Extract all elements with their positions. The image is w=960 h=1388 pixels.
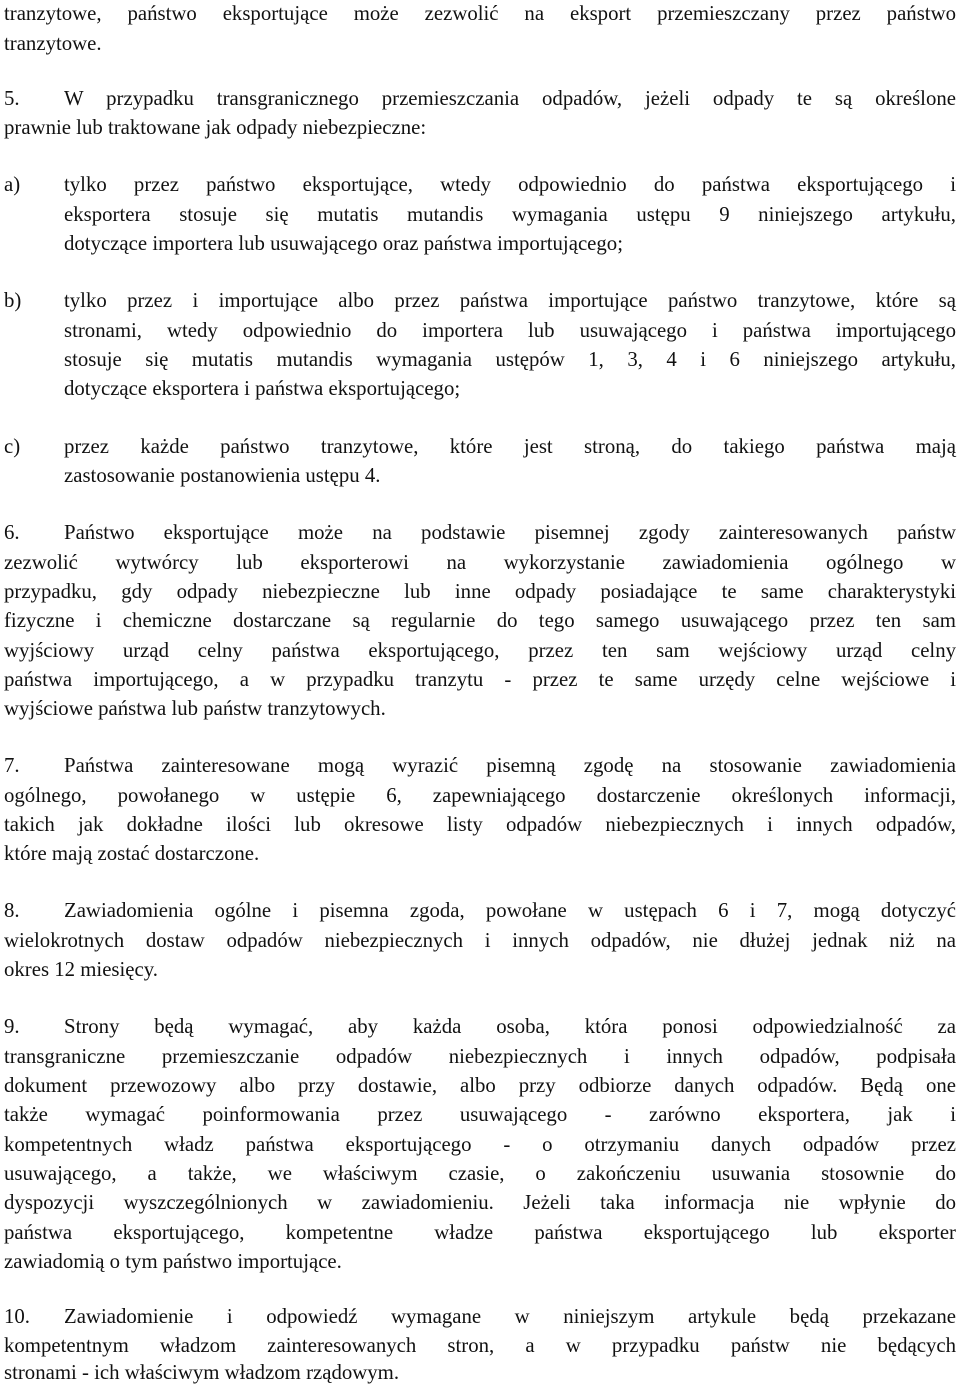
paragraph-9-line-1: Strony będą wymagać, aby każda osoba, która ponosi odpowiedzialność za	[64, 1015, 956, 1038]
paragraph-10-line-2: kompetentnym władzom zainteresowanych stron, a w przypadku państw nie będących	[4, 1334, 956, 1357]
paragraph-7-line-1: Państwa zainteresowane mogą wyrazić pisemną zgodę na stosowanie zawiadomienia	[64, 754, 956, 777]
paragraph-9-line-8: państwa eksportującego, kompetentne władze państwa eksportującego lub eksporter	[4, 1221, 956, 1244]
item-a-line-2: eksportera stosuje się mutatis mutandis wymagania ustępu 9 niniejszego artykułu,	[64, 203, 956, 226]
item-b-line-3: stosuje się mutatis mutandis wymagania ustępów 1, 3, 4 i 6 niniejszego artykułu,	[64, 348, 956, 371]
paragraph-9-line-4: także wymagać poinformowania przez usuwającego - zarówno eksportera, jak i	[4, 1103, 956, 1126]
intro-line-1: tranzytowe, państwo eksportujące może zezwolić na eksport przemieszczany przez państwo	[4, 2, 956, 25]
paragraph-9-line-2: transgraniczne przemieszczanie odpadów niebezpiecznych i innych odpadów, podpisała	[4, 1045, 956, 1068]
paragraph-7-line-4: które mają zostać dostarczone.	[4, 842, 260, 865]
item-c-line-2: zastosowanie postanowienia ustępu 4.	[64, 464, 381, 487]
paragraph-6-number: 6.	[4, 521, 20, 544]
paragraph-9-line-7: dyspozycji wyszczególnionych w zawiadomieniu. Jeżeli taka informacja nie wpłynie do	[4, 1191, 956, 1214]
paragraph-5-number: 5.	[4, 87, 20, 110]
paragraph-7-line-3: takich jak dokładne ilości lub okresowe listy odpadów niebezpiecznych i innych odpadów,	[4, 813, 956, 836]
paragraph-8-line-3: okres 12 miesięcy.	[4, 958, 159, 981]
paragraph-10-line-1: Zawiadomienie i odpowiedź wymagane w niniejszym artykule będą przekazane	[64, 1305, 956, 1328]
item-c-line-1: przez każde państwo tranzytowe, które jest stroną, do takiego państwa mają	[64, 435, 956, 458]
paragraph-8-line-2: wielokrotnych dostaw odpadów niebezpiecznych i innych odpadów, nie dłużej jednak niż na	[4, 929, 956, 952]
item-c-label: c)	[4, 435, 21, 458]
paragraph-8-number: 8.	[4, 899, 20, 922]
paragraph-7-number: 7.	[4, 754, 20, 777]
paragraph-5-line-1: W przypadku transgranicznego przemieszczania odpadów, jeżeli odpady te są określone	[64, 87, 956, 110]
paragraph-6-line-2: zezwolić wytwórcy lub eksporterowi na wykorzystanie zawiadomienia ogólnego w	[4, 551, 956, 574]
paragraph-5-line-2: prawnie lub traktowane jak odpady niebezpieczne:	[4, 116, 427, 139]
paragraph-10-line-3: stronami - ich właściwym władzom rządowym.	[4, 1361, 400, 1384]
paragraph-9-number: 9.	[4, 1015, 20, 1038]
paragraph-6-line-7: wyjściowe państwa lub państw tranzytowych.	[4, 697, 386, 720]
item-a-line-3: dotyczące importera lub usuwającego oraz państwa importującego;	[64, 232, 623, 255]
item-b-line-2: stronami, wtedy odpowiednio do importera lub usuwającego i państwa importującego	[64, 319, 956, 342]
paragraph-9-line-9: zawiadomią o tym państwo importujące.	[4, 1250, 342, 1273]
paragraph-9-line-5: kompetentnych władz państwa eksportującego - o otrzymaniu danych odpadów przez	[4, 1133, 956, 1156]
paragraph-6-line-5: wyjściowy urząd celny państwa eksportującego, przez ten sam wejściowy urząd celny	[4, 639, 956, 662]
intro-line-2: tranzytowe.	[4, 32, 102, 55]
paragraph-7-line-2: ogólnego, powołanego w ustępie 6, zapewniającego dostarczenie określonych informacji,	[4, 784, 956, 807]
paragraph-6-line-1: Państwo eksportujące może na podstawie pisemnej zgody zainteresowanych państw	[64, 521, 956, 544]
item-a-label: a)	[4, 173, 21, 196]
paragraph-10-number: 10.	[4, 1305, 30, 1328]
item-b-line-1: tylko przez i importujące albo przez państwa importujące państwo tranzytowe, które są	[64, 289, 956, 312]
item-a-line-1: tylko przez państwo eksportujące, wtedy odpowiednio do państwa eksportującego i	[64, 173, 956, 196]
item-b-line-4: dotyczące eksportera i państwa eksportującego;	[64, 377, 461, 400]
paragraph-9-line-6: usuwającego, a także, we właściwym czasie, o zakończeniu usuwania stosownie do	[4, 1162, 956, 1185]
paragraph-6-line-4: fizyczne i chemiczne dostarczane są regularnie do tego samego usuwającego przez ten sam	[4, 609, 956, 632]
paragraph-8-line-1: Zawiadomienia ogólne i pisemna zgoda, powołane w ustępach 6 i 7, mogą dotyczyć	[64, 899, 956, 922]
item-b-label: b)	[4, 289, 22, 312]
paragraph-6-line-3: przypadku, gdy odpady niebezpieczne lub inne odpady posiadające te same charakterystyki	[4, 580, 956, 603]
paragraph-6-line-6: państwa importującego, a w przypadku tranzytu - przez te same urzędy celne wejściowe i	[4, 668, 956, 691]
paragraph-9-line-3: dokument przewozowy albo przy dostawie, albo przy odbiorze danych odpadów. Będą one	[4, 1074, 956, 1097]
